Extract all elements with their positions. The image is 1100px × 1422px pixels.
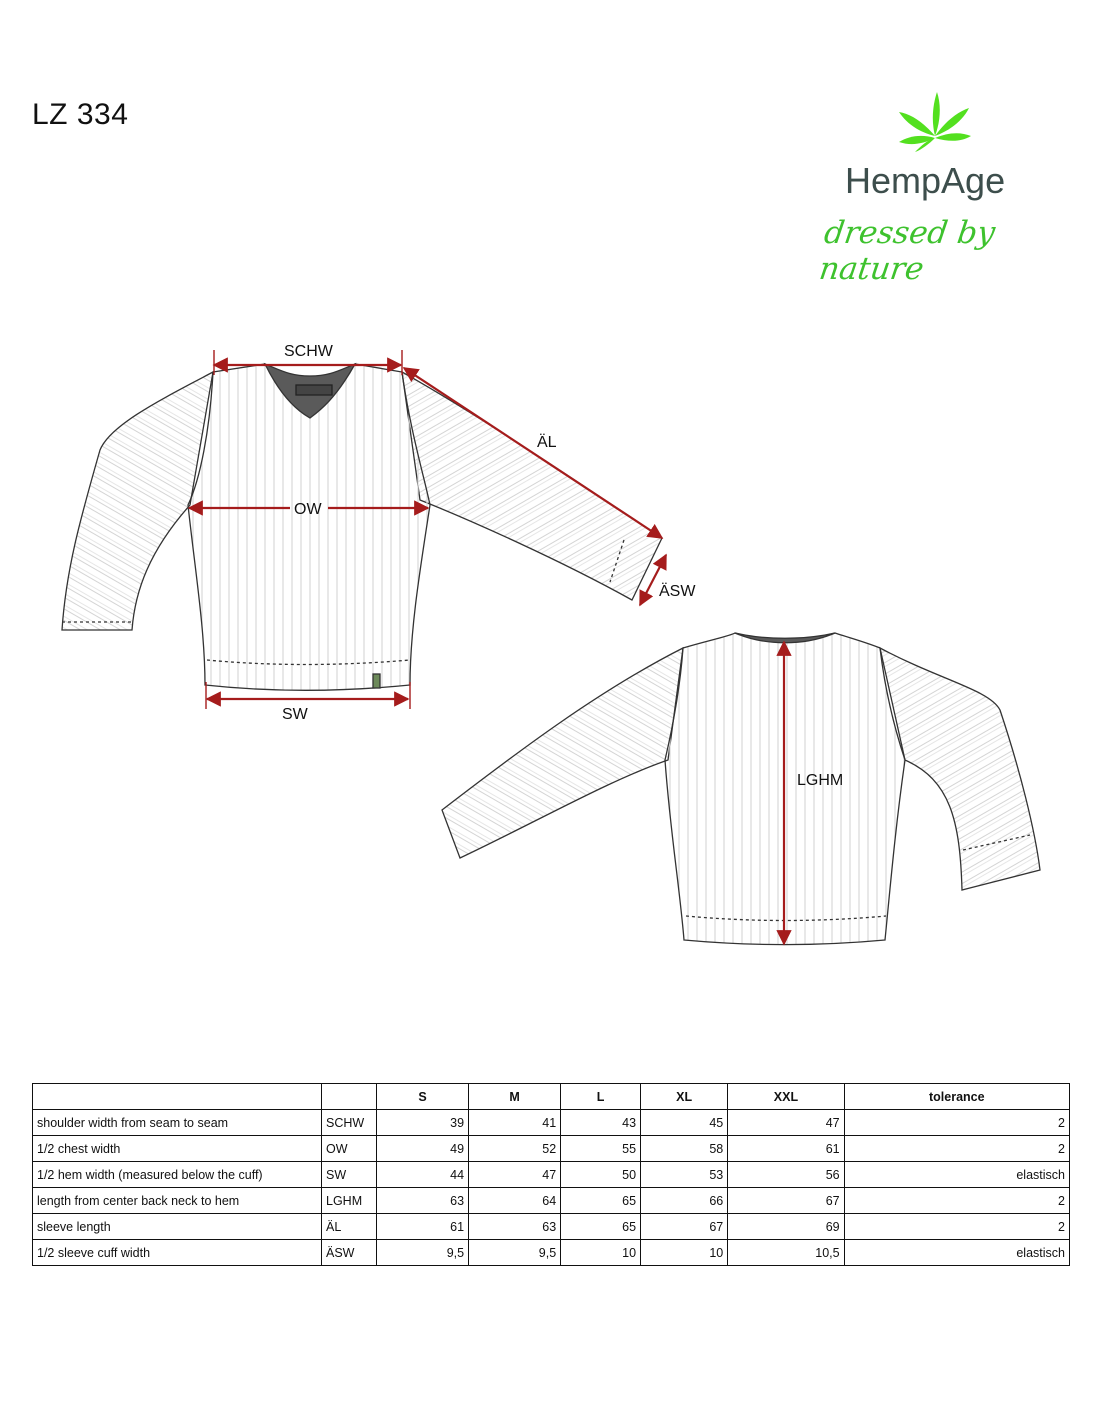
front-view <box>62 364 662 690</box>
value-cell: 52 <box>469 1136 561 1162</box>
table-row <box>33 1240 1070 1266</box>
label-asw: ÄSW <box>659 583 696 600</box>
header-cell: M <box>469 1084 561 1110</box>
label-al: ÄL <box>537 434 557 451</box>
size-table <box>32 1083 1070 1266</box>
value-cell: 50 <box>561 1162 641 1188</box>
tolerance-cell: 2 <box>844 1188 1069 1214</box>
value-cell: 39 <box>377 1110 469 1136</box>
table-row <box>33 1136 1070 1162</box>
row-code: OW <box>322 1136 377 1162</box>
tolerance-cell: 2 <box>844 1110 1069 1136</box>
header-cell: XXL <box>728 1084 844 1110</box>
value-cell: 66 <box>641 1188 728 1214</box>
value-cell: 61 <box>377 1214 469 1240</box>
value-cell: 63 <box>377 1188 469 1214</box>
table-header-row <box>33 1084 1070 1110</box>
row-code: SW <box>322 1162 377 1188</box>
value-cell: 67 <box>641 1214 728 1240</box>
value-cell: 69 <box>728 1214 844 1240</box>
value-cell: 43 <box>561 1110 641 1136</box>
tolerance-cell: 2 <box>844 1136 1069 1162</box>
value-cell: 65 <box>561 1188 641 1214</box>
row-description: 1/2 chest width <box>33 1136 322 1162</box>
header-cell <box>322 1084 377 1110</box>
value-cell: 67 <box>728 1188 844 1214</box>
row-description: sleeve length <box>33 1214 322 1240</box>
value-cell: 10 <box>561 1240 641 1266</box>
brand-name: HempAge <box>845 160 1006 201</box>
value-cell: 47 <box>728 1110 844 1136</box>
header-cell: L <box>561 1084 641 1110</box>
value-cell: 9,5 <box>377 1240 469 1266</box>
brand-tagline: dressed by nature <box>816 215 998 287</box>
row-description: 1/2 hem width (measured below the cuff) <box>33 1162 322 1188</box>
tolerance-cell: elastisch <box>844 1162 1069 1188</box>
header-cell: XL <box>641 1084 728 1110</box>
row-description: shoulder width from seam to seam <box>33 1110 322 1136</box>
table-row <box>33 1162 1070 1188</box>
row-description: 1/2 sleeve cuff width <box>33 1240 322 1266</box>
table-row <box>33 1214 1070 1240</box>
header-cell <box>33 1084 322 1110</box>
value-cell: 47 <box>469 1162 561 1188</box>
value-cell: 63 <box>469 1214 561 1240</box>
value-cell: 55 <box>561 1136 641 1162</box>
value-cell: 65 <box>561 1214 641 1240</box>
value-cell: 64 <box>469 1188 561 1214</box>
header-cell: tolerance <box>844 1084 1069 1110</box>
tolerance-cell: 2 <box>844 1214 1069 1240</box>
value-cell: 49 <box>377 1136 469 1162</box>
row-code: ÄL <box>322 1214 377 1240</box>
value-cell: 10 <box>641 1240 728 1266</box>
tolerance-cell: elastisch <box>844 1240 1069 1266</box>
value-cell: 58 <box>641 1136 728 1162</box>
label-ow: OW <box>294 501 322 518</box>
label-lghm: LGHM <box>797 772 844 789</box>
page-title: LZ 334 <box>32 98 129 131</box>
row-code: SCHW <box>322 1110 377 1136</box>
label-sw: SW <box>282 706 308 723</box>
header-cell: S <box>377 1084 469 1110</box>
value-cell: 61 <box>728 1136 844 1162</box>
back-view <box>442 633 1040 945</box>
value-cell: 45 <box>641 1110 728 1136</box>
value-cell: 10,5 <box>728 1240 844 1266</box>
row-code: LGHM <box>322 1188 377 1214</box>
value-cell: 56 <box>728 1162 844 1188</box>
label-schw: SCHW <box>284 343 333 360</box>
row-code: ÄSW <box>322 1240 377 1266</box>
garment-technical-drawing <box>0 330 1100 970</box>
value-cell: 9,5 <box>469 1240 561 1266</box>
table-row <box>33 1188 1070 1214</box>
value-cell: 44 <box>377 1162 469 1188</box>
value-cell: 41 <box>469 1110 561 1136</box>
table-row <box>33 1110 1070 1136</box>
row-description: length from center back neck to hem <box>33 1188 322 1214</box>
value-cell: 53 <box>641 1162 728 1188</box>
